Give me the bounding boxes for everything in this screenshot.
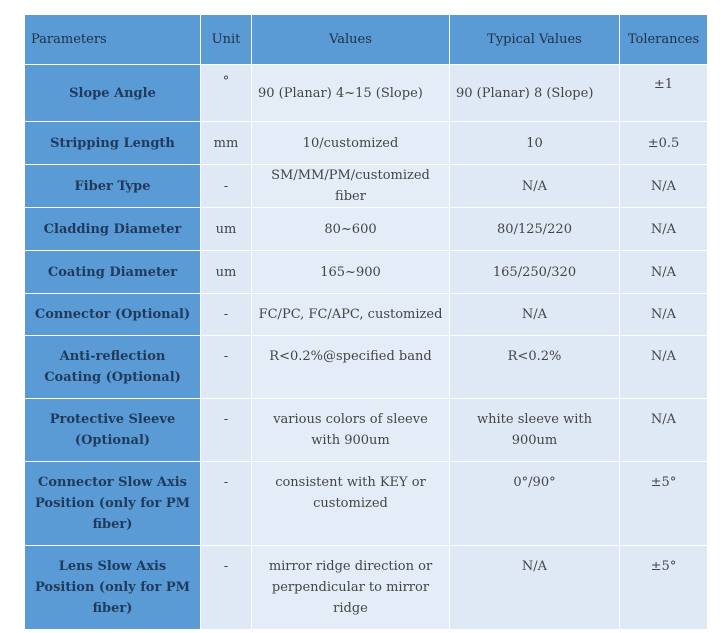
unit-cell: ° (201, 65, 252, 122)
param-cell: Slope Angle (25, 65, 201, 122)
header-unit: Unit (201, 15, 252, 65)
tolerance-cell: N/A (620, 208, 708, 251)
tolerance-cell: ±5° (620, 462, 708, 546)
header-row (25, 15, 708, 65)
value-cell: consistent with KEY or customized (252, 462, 450, 546)
value-cell: 165~900 (252, 251, 450, 294)
unit-cell: - (201, 336, 252, 399)
typical-cell: 90 (Planar) 8 (Slope) (450, 65, 620, 122)
typical-cell: N/A (450, 165, 620, 208)
value-cell: 10/customized (252, 122, 450, 165)
table-row (25, 165, 708, 208)
tolerance-cell: ±0.5 (620, 122, 708, 165)
table-row (25, 462, 708, 546)
table-row (25, 336, 708, 399)
typical-cell: R<0.2% (450, 336, 620, 399)
typical-cell: 0°/90° (450, 462, 620, 546)
typical-cell: white sleeve with 900um (450, 399, 620, 462)
param-cell: Fiber Type (25, 165, 201, 208)
unit-cell: - (201, 294, 252, 336)
tolerance-cell: N/A (620, 251, 708, 294)
table-row (25, 294, 708, 336)
param-cell: Cladding Diameter (25, 208, 201, 251)
table-row (25, 208, 708, 251)
typical-cell: 80/125/220 (450, 208, 620, 251)
param-cell: Protective Sleeve (Optional) (25, 399, 201, 462)
value-cell: mirror ridge direction or perpendicular to mirror ridge (252, 546, 450, 630)
header-values: Values (252, 15, 450, 65)
table-row (25, 251, 708, 294)
value-cell: 80~600 (252, 208, 450, 251)
table-row (25, 399, 708, 462)
table-row (25, 122, 708, 165)
table-row (25, 546, 708, 630)
param-cell: Connector Slow Axis Position (only for PM fiber) (25, 462, 201, 546)
header-parameters: Parameters (25, 15, 201, 65)
param-cell: Connector (Optional) (25, 294, 201, 336)
unit-cell: - (201, 462, 252, 546)
tolerance-cell: N/A (620, 165, 708, 208)
unit-cell: - (201, 546, 252, 630)
value-cell: SM/MM/PM/customized fiber (252, 165, 450, 208)
typical-cell: 165/250/320 (450, 251, 620, 294)
tolerance-cell: N/A (620, 294, 708, 336)
unit-cell: - (201, 165, 252, 208)
param-cell: Lens Slow Axis Position (only for PM fiber) (25, 546, 201, 630)
typical-cell: N/A (450, 294, 620, 336)
typical-cell: 10 (450, 122, 620, 165)
tolerance-cell: N/A (620, 336, 708, 399)
tolerance-cell: ±5° (620, 546, 708, 630)
unit-cell: mm (201, 122, 252, 165)
unit-cell: um (201, 251, 252, 294)
spec-table (24, 14, 708, 630)
header-tolerances: Tolerances (620, 15, 708, 65)
param-cell: Stripping Length (25, 122, 201, 165)
typical-cell: N/A (450, 546, 620, 630)
unit-cell: um (201, 208, 252, 251)
value-cell: various colors of sleeve with 900um (252, 399, 450, 462)
value-cell: FC/PC, FC/APC, customized (252, 294, 450, 336)
tolerance-cell: N/A (620, 399, 708, 462)
tolerance-cell: ±1 (620, 65, 708, 122)
table-row (25, 65, 708, 122)
param-cell: Anti-reflection Coating (Optional) (25, 336, 201, 399)
value-cell: R<0.2%@specified band (252, 336, 450, 399)
unit-cell: - (201, 399, 252, 462)
param-cell: Coating Diameter (25, 251, 201, 294)
value-cell: 90 (Planar) 4~15 (Slope) (252, 65, 450, 122)
header-typical-values: Typical Values (450, 15, 620, 65)
